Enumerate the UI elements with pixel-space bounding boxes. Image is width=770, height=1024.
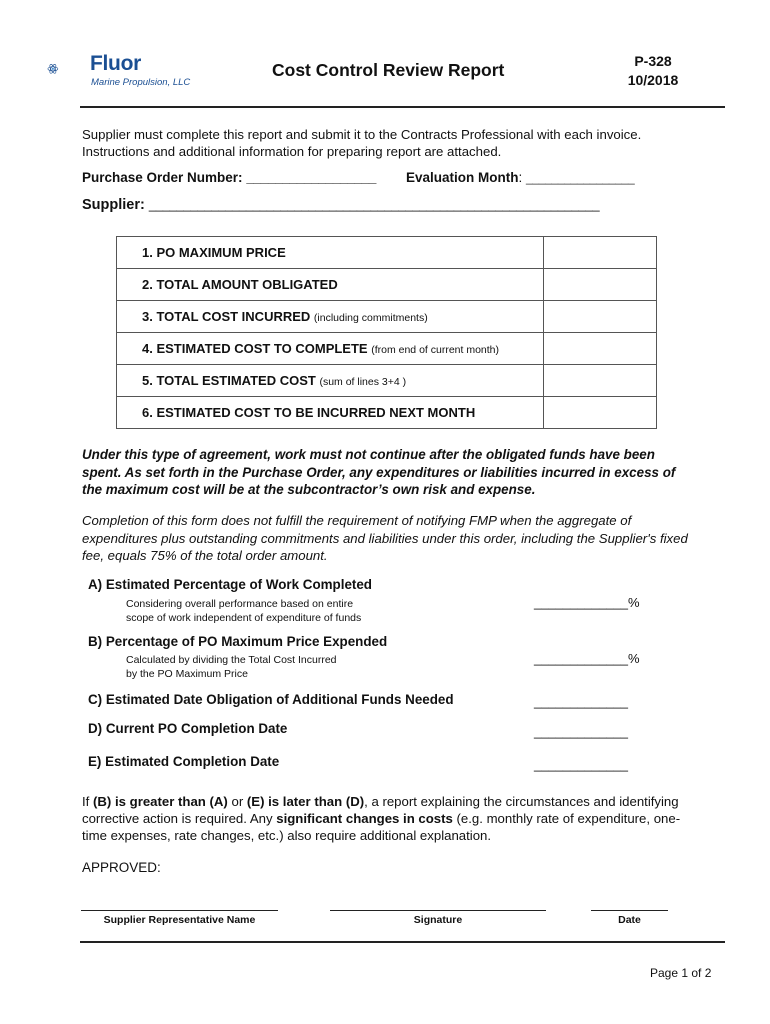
row-label-text: 4. ESTIMATED COST TO COMPLETE bbox=[142, 341, 368, 356]
footer-divider bbox=[80, 941, 725, 943]
question-a-desc-line-2: scope of work independent of expenditure of funds bbox=[126, 612, 362, 624]
evaluation-month-colon: : bbox=[518, 170, 523, 185]
row-value-cell[interactable] bbox=[544, 397, 657, 429]
intro-line-1: Supplier must complete this report and submit it to the Contracts Professional with each invoice. bbox=[82, 127, 642, 142]
question-d-blank[interactable]: _____________ bbox=[534, 724, 628, 739]
po-number-blank[interactable]: __________________ bbox=[246, 170, 377, 185]
evaluation-month-label: Evaluation Month bbox=[406, 170, 519, 185]
obligation-warning: Under this type of agreement, work must not continue after the obligated funds have been spent. As set forth in the Purchase Order, any expenditures or liabilities incurred in excess of the maximum cost will be at the subcontractor’s own risk and expense. bbox=[82, 447, 676, 497]
question-a-label: A) Estimated Percentage of Work Completed bbox=[88, 577, 372, 592]
page-title: Cost Control Review Report bbox=[272, 60, 505, 80]
row-label bbox=[117, 365, 544, 397]
intro-line-2: Instructions and additional information for preparing report are attached. bbox=[82, 144, 502, 159]
row-label bbox=[117, 237, 544, 269]
row-label bbox=[117, 397, 544, 429]
page-number: Page 1 of 2 bbox=[650, 966, 712, 980]
question-e-label: E) Estimated Completion Date bbox=[88, 754, 280, 769]
cost-table bbox=[116, 236, 657, 429]
row-note: (from end of current month) bbox=[371, 344, 500, 356]
explain-b-greater: (B) is greater than (A) bbox=[93, 794, 228, 809]
row-value-cell[interactable] bbox=[544, 237, 657, 269]
table-row bbox=[117, 365, 657, 397]
row-label bbox=[117, 333, 544, 365]
table-row bbox=[117, 333, 657, 365]
supplier-label: Supplier bbox=[82, 197, 141, 213]
explain-or: or bbox=[227, 794, 247, 809]
form-number-block bbox=[620, 52, 686, 90]
question-b-description bbox=[126, 653, 426, 681]
row-value-cell[interactable] bbox=[544, 365, 657, 397]
form-date: 10/2018 bbox=[627, 72, 679, 88]
row-note: (including commitments) bbox=[313, 312, 428, 324]
explain-if: If bbox=[82, 794, 93, 809]
row-label-text: 6. ESTIMATED COST TO BE INCURRED NEXT MONTH bbox=[142, 405, 476, 420]
row-value-cell[interactable] bbox=[544, 333, 657, 365]
rep-name-label: Supplier Representative Name bbox=[103, 914, 256, 926]
row-label-text: 3. TOTAL COST INCURRED bbox=[142, 309, 311, 324]
header-divider bbox=[80, 106, 725, 108]
table-row bbox=[117, 301, 657, 333]
explain-e-later: (E) is later than (D) bbox=[246, 794, 365, 809]
question-a-blank[interactable]: _____________% bbox=[534, 595, 640, 610]
rep-name-line[interactable] bbox=[81, 910, 278, 911]
question-b-desc-line-1: Calculated by dividing the Total Cost Incurred bbox=[126, 654, 337, 666]
question-c-label: C) Estimated Date Obligation of Additional Funds Needed bbox=[88, 692, 454, 707]
form-number: P-328 bbox=[634, 53, 672, 69]
question-a-description bbox=[126, 597, 426, 625]
supplier-field[interactable] bbox=[82, 197, 599, 213]
atom-icon bbox=[47, 50, 91, 90]
po-number-field[interactable] bbox=[82, 170, 376, 185]
logo-name: Fluor bbox=[90, 52, 141, 75]
question-b-label: B) Percentage of PO Maximum Price Expended bbox=[88, 634, 388, 649]
row-value-cell[interactable] bbox=[544, 301, 657, 333]
row-label bbox=[117, 301, 544, 333]
row-value-cell[interactable] bbox=[544, 269, 657, 301]
question-b-blank[interactable]: _____________% bbox=[534, 651, 640, 666]
row-label-text: 1. PO MAXIMUM PRICE bbox=[142, 245, 286, 260]
signature-line[interactable] bbox=[330, 910, 546, 911]
question-c-blank[interactable]: _____________ bbox=[534, 694, 628, 709]
question-e-blank[interactable]: _____________ bbox=[534, 757, 628, 772]
po-number-label: Purchase Order Number: bbox=[82, 170, 243, 185]
date-line[interactable] bbox=[591, 910, 668, 911]
table-row bbox=[117, 237, 657, 269]
row-label-text: 5. TOTAL ESTIMATED COST bbox=[142, 373, 316, 388]
table-row bbox=[117, 397, 657, 429]
table-row bbox=[117, 269, 657, 301]
question-b-desc-line-2: by the PO Maximum Price bbox=[126, 668, 248, 680]
approved-label: APPROVED: bbox=[82, 860, 161, 875]
intro-text bbox=[82, 126, 702, 160]
notification-notice: Completion of this form does not fulfill the requirement of notifying FMP when the aggregate of expenditures plus outstanding commitments and liabilities under this order, including the Supplier's fixed fee, equals 75% of the total order amount. bbox=[82, 513, 688, 563]
question-a-desc-line-1: Considering overall performance based on entire bbox=[126, 598, 354, 610]
evaluation-month-field[interactable] bbox=[406, 170, 634, 185]
signature-label: Signature bbox=[413, 914, 463, 926]
explain-rest-2: (e.g. monthly rate of expenditure, one-time expenses, rate changes, etc.) also require additional explanation. bbox=[82, 811, 681, 843]
supplier-colon: : bbox=[140, 197, 145, 213]
row-label-text: 2. TOTAL AMOUNT OBLIGATED bbox=[142, 277, 338, 292]
evaluation-month-blank[interactable]: _________________ bbox=[526, 171, 635, 185]
row-label bbox=[117, 269, 544, 301]
explanation-paragraph bbox=[82, 793, 692, 844]
explain-significant-changes: significant changes in costs bbox=[276, 811, 453, 826]
row-note: (sum of lines 3+4 ) bbox=[319, 376, 407, 388]
logo-subtitle: Marine Propulsion, LLC bbox=[91, 77, 191, 88]
date-label: Date bbox=[618, 914, 641, 926]
question-d-label: D) Current PO Completion Date bbox=[88, 721, 288, 736]
supplier-blank[interactable]: _________________________________________________________________ bbox=[148, 197, 600, 212]
explain-rest-1: , a report explaining the circumstances and identifying corrective action is required. Any bbox=[82, 794, 679, 826]
